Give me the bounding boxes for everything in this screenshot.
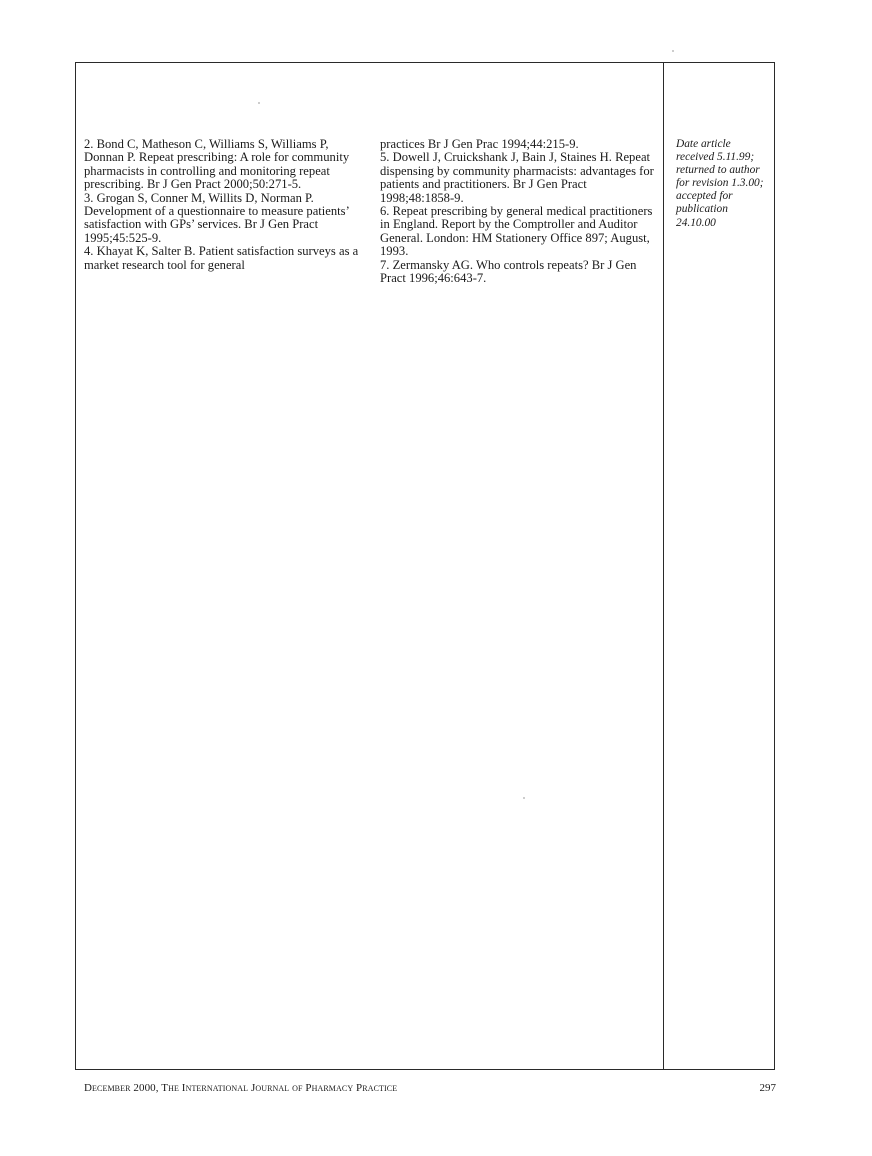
reference-6: 6. Repeat prescribing by general medical practitioners in England. Report by the Comptroller and Auditor General. London: HM Stationery Office 897; August, 1993. xyxy=(380,204,653,259)
reference-5: 5. Dowell J, Cruickshank J, Bain J, Staines H. Repeat dispensing by community pharmacists: advantages for patients and practitioners. Br J Gen Pract 1998;48:1858-9. xyxy=(380,150,654,205)
sidebar-divider xyxy=(663,62,664,1070)
article-dates-sidebar xyxy=(676,138,766,230)
reference-4: 4. Khayat K, Salter B. Patient satisfaction surveys as a market research tool for general xyxy=(84,244,359,272)
page-number: 297 xyxy=(759,1082,776,1094)
journal-footer: December 2000, The International Journal of Pharmacy Practice xyxy=(84,1082,398,1094)
reference-3: 3. Grogan S, Conner M, Willits D, Norman P. Development of a questionnaire to measure patients’ satisfaction with GPs’ services. Br J Gen Pract 1995;45:525-9. xyxy=(84,190,349,245)
reference-2: 2. Bond C, Matheson C, Williams S, Williams P, Donnan P. Repeat prescribing: A role for community pharmacists in controlling and monitoring repeat prescribing. Br J Gen Pract 2000;50:271-5. xyxy=(84,137,350,192)
reference-7: 7. Zermansky AG. Who controls repeats? Br J Gen Pract 1996;46:643-7. xyxy=(380,257,637,286)
references-column-1 xyxy=(84,138,364,272)
reference-4-continued: practices Br J Gen Prac 1994;44:215-9. xyxy=(380,137,579,151)
scan-speck xyxy=(258,102,260,104)
scan-speck xyxy=(523,797,525,799)
scan-speck xyxy=(672,50,674,52)
references-column-2 xyxy=(380,138,660,285)
article-dates-note: Date article received 5.11.99; returned to author for revision 1.3.00; accepted for publication 24.10.00 xyxy=(676,138,764,229)
